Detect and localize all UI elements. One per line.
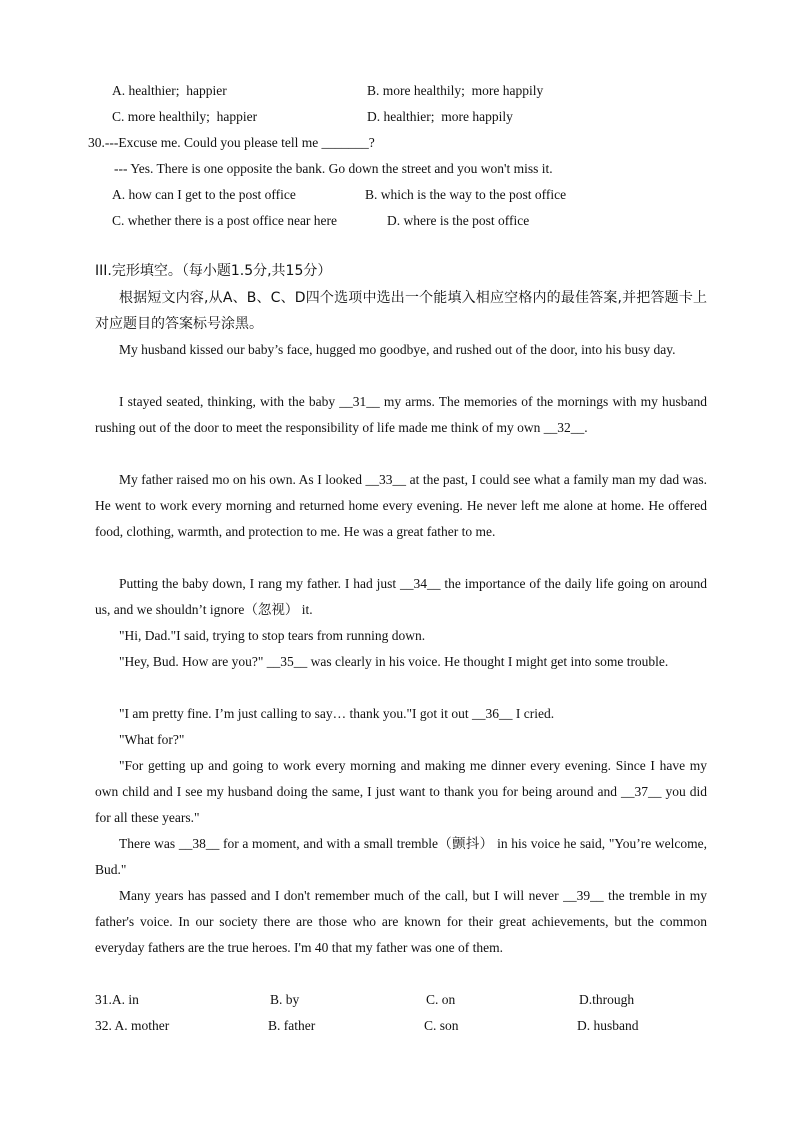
paragraph-text: my arms. The memories of the mornings with my husband rushing out of the door to meet the responsibility of life made me think of my own xyxy=(95,394,707,435)
q30-reply: --- Yes. There is one opposite the bank. Go down the street and you won't miss it. xyxy=(114,161,553,176)
blank-33: __33__ xyxy=(365,472,407,487)
passage-paragraph-7 xyxy=(95,701,707,727)
paragraph-text: you did for all these years." xyxy=(95,784,707,825)
q29-option-d: D. healthier; more happily xyxy=(367,109,513,124)
passage-paragraph-3 xyxy=(95,467,707,545)
paragraph-text: I cried. xyxy=(512,706,555,721)
q31-option-a: 31.A. in xyxy=(95,992,139,1007)
passage-paragraph-5: "Hi, Dad."I said, trying to stop tears from running down. xyxy=(119,628,426,643)
paragraph-text: "Hey, Bud. How are you?" xyxy=(119,654,267,669)
section-instruction: 根据短文内容,从A、B、C、D四个选项中选出一个能填入相应空格内的最佳答案,并把答题卡上对应题目的答案标号涂黑。 xyxy=(95,290,707,332)
q30-option-c: C. whether there is a post office near here xyxy=(112,213,338,228)
paragraph-text: "I am pretty fine. I’m just calling to say… thank you."I got it out xyxy=(119,706,472,721)
paragraph-text: There was xyxy=(119,836,179,851)
paragraph-text: the importance of the daily life going on around us, and we shouldn’t ignore（忽视） it. xyxy=(95,576,707,617)
passage-paragraph-1: My husband kissed our baby’s face, hugged mo goodbye, and rushed out of the door, into his busy day. xyxy=(119,342,676,357)
paragraph-text: "For getting up and going to work every morning and making me dinner every evening. Since I have my own child and I see my husband doing the same, I just want to thank you for being around and xyxy=(95,758,707,799)
q31-option-b: B. by xyxy=(270,992,300,1007)
q29-option-a: A. healthier; happier xyxy=(112,83,227,98)
q29-option-c: C. more healthily; happier xyxy=(112,109,258,124)
q30-stem: 30.---Excuse me. Could you please tell me _______? xyxy=(88,135,375,150)
q30-option-a: A. how can I get to the post office xyxy=(112,187,296,202)
q30-option-d: D. where is the post office xyxy=(387,213,530,228)
q32-option-a: 32. A. mother xyxy=(95,1018,170,1033)
passage-paragraph-8: "What for?" xyxy=(119,732,185,747)
blank-32: __32__ xyxy=(543,420,585,435)
passage-paragraph-2 xyxy=(95,389,707,441)
q30-option-b: B. which is the way to the post office xyxy=(365,187,567,202)
passage-paragraph-4 xyxy=(95,571,707,623)
paragraph-text: . xyxy=(584,420,588,435)
q29-option-b: B. more healthily; more happily xyxy=(367,83,544,98)
paragraph-text: My father raised mo on his own. As I looked xyxy=(119,472,366,487)
blank-35: __35__ xyxy=(266,654,308,669)
paragraph-text: at the past, I could see what a family man my dad was. He went to work every morning and returned home every evening. He never left me alone at home. He offered food, clothing, warmth, and protection to me. He was a great father to me. xyxy=(95,472,707,539)
q31-option-d: D.through xyxy=(579,992,635,1007)
blank-38: __38__ xyxy=(178,836,220,851)
paragraph-text: I stayed seated, thinking, with the baby xyxy=(119,394,340,409)
paragraph-text: the tremble in my father's voice. In our society there are those who are known for their great achievements, but the common everyday fathers are the true heroes. I'm 40 that my father was one of them. xyxy=(95,888,707,955)
blank-36: __36__ xyxy=(471,706,513,721)
q32-option-c: C. son xyxy=(424,1018,459,1033)
q32-option-b: B. father xyxy=(268,1018,316,1033)
paragraph-text: Putting the baby down, I rang my father. I had just xyxy=(119,576,400,591)
blank-37: __37__ xyxy=(620,784,662,799)
passage-paragraph-6 xyxy=(95,649,707,675)
blank-34: __34__ xyxy=(400,576,441,591)
passage-paragraph-9 xyxy=(95,753,707,831)
paragraph-text: was clearly in his voice. He thought I might get into some trouble. xyxy=(307,654,669,669)
section-title: III.完形填空。（每小题1.5分,共15分） xyxy=(95,263,332,279)
blank-39: __39__ xyxy=(563,888,604,903)
passage-paragraph-11 xyxy=(95,883,707,961)
paragraph-text: for a moment, and with a small tremble（颤抖） in his voice he said, "You’re welcome, Bud." xyxy=(95,836,707,877)
q32-option-d: D. husband xyxy=(577,1018,639,1033)
blank-31: __31__ xyxy=(339,394,380,409)
paragraph-text: Many years has passed and I don't remember much of the call, but I will never xyxy=(119,888,564,903)
passage-paragraph-10 xyxy=(95,831,707,883)
q31-option-c: C. on xyxy=(426,992,456,1007)
